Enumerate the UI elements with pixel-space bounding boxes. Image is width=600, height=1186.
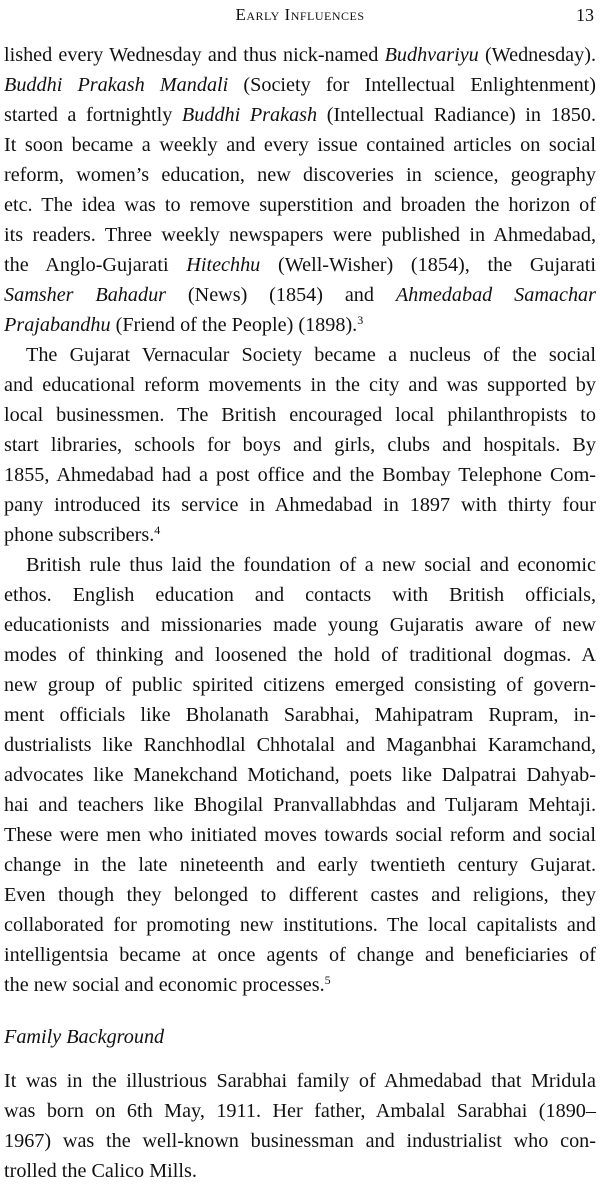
text-span: ethos. English education and contacts with British officials, xyxy=(4,584,596,606)
text-span: intelligentsia became at once agents of change and beneficiaries of xyxy=(4,944,596,966)
text-span: It soon became a weekly and every issue contained articles on social xyxy=(4,134,596,156)
italic-title: Budhvariyu xyxy=(384,44,479,66)
italic-title: Buddhi Prakash xyxy=(181,104,318,126)
text-span: (Intellectual Radiance) in 1850. xyxy=(317,104,596,126)
text-span: 1855, Ahmedabad had a post office and the Bombay Telephone Com- xyxy=(4,464,596,486)
italic-title: Ahmedabad Samachar xyxy=(395,284,596,306)
text-line xyxy=(4,640,596,670)
text-span: pany introduced its service in Ahmedabad in 1897 with thirty four xyxy=(4,494,596,516)
italic-title: Prajabandhu xyxy=(4,314,111,336)
text-span: the Anglo-Gujarati xyxy=(4,254,187,276)
text-span: the new social and economic processes. xyxy=(4,974,325,996)
text-span: lished every Wednesday and thus nick-named xyxy=(4,44,385,66)
paragraph-family-background xyxy=(4,1066,596,1186)
paragraph-british-rule xyxy=(4,550,596,1000)
text-line xyxy=(4,550,596,580)
text-line xyxy=(4,490,596,520)
text-line xyxy=(4,130,596,160)
text-line xyxy=(4,310,596,340)
italic-title: Buddhi Prakash Mandali xyxy=(4,74,229,96)
paragraph-vernacular-society xyxy=(4,340,596,550)
text-span: British rule thus laid the foundation of a new social and economic xyxy=(26,554,596,576)
text-span: (News) (1854) and xyxy=(166,284,396,306)
text-span: collaborated for promoting new institutions. The local capitalists and xyxy=(4,914,596,936)
text-line xyxy=(4,370,596,400)
text-span: etc. The idea was to remove superstition and broaden the horizon of xyxy=(4,194,596,216)
text-line xyxy=(4,220,596,250)
text-line xyxy=(4,1126,596,1156)
text-line xyxy=(4,850,596,880)
text-line xyxy=(4,160,596,190)
text-span: ment officials like Bholanath Sarabhai, Mahipatram Rupram, in- xyxy=(4,704,596,726)
text-line xyxy=(4,1096,596,1126)
body-text xyxy=(4,40,596,1186)
text-line xyxy=(4,580,596,610)
italic-title: Hitechhu xyxy=(186,254,261,276)
page-header xyxy=(0,2,600,28)
footnote-marker: 5 xyxy=(324,973,331,987)
text-span: The Gujarat Vernacular Society became a nucleus of the social xyxy=(26,344,596,366)
text-line xyxy=(4,400,596,430)
text-span: phone subscribers. xyxy=(4,524,155,546)
page-number: 13 xyxy=(576,5,594,25)
text-line xyxy=(4,730,596,760)
text-span: new group of public spirited citizens emerged consisting of govern- xyxy=(4,674,596,696)
section-gap xyxy=(4,1000,596,1022)
text-line xyxy=(4,190,596,220)
section-heading: Family Background xyxy=(4,1026,165,1048)
text-line xyxy=(4,280,596,310)
text-line xyxy=(4,340,596,370)
text-span: (Wednesday). xyxy=(478,44,596,66)
text-span: (Well-Wisher) (1854), the Gujarati xyxy=(260,254,596,276)
text-span: Even though they belonged to different castes and religions, they xyxy=(4,884,596,906)
text-span: local businessmen. The British encouraged local philanthropists to xyxy=(4,404,596,426)
text-line xyxy=(4,1156,596,1186)
text-line xyxy=(4,760,596,790)
italic-title: Samsher Bahadur xyxy=(4,284,167,306)
text-line xyxy=(4,40,596,70)
text-line xyxy=(4,1066,596,1096)
section-gap-small xyxy=(4,1052,596,1066)
text-line xyxy=(4,430,596,460)
text-line xyxy=(4,100,596,130)
footnote-marker: 3 xyxy=(357,313,364,327)
text-span: its readers. Three weekly newspapers were published in Ahmedabad, xyxy=(4,224,596,246)
text-line xyxy=(4,940,596,970)
text-line xyxy=(4,970,596,1000)
text-line xyxy=(4,700,596,730)
text-span: start libraries, schools for boys and girls, clubs and hospitals. By xyxy=(4,434,596,456)
text-span: advocates like Manekchand Motichand, poets like Dalpatrai Dahyab- xyxy=(4,764,596,786)
text-span: hai and teachers like Bhogilal Pranvallabhdas and Tuljaram Mehtaji. xyxy=(4,794,596,816)
text-line xyxy=(4,910,596,940)
text-line xyxy=(4,70,596,100)
footnote-marker: 4 xyxy=(154,523,161,537)
text-span: It was in the illustrious Sarabhai family of Ahmedabad that Mridula xyxy=(4,1070,596,1092)
text-line xyxy=(4,460,596,490)
paragraph-continuation xyxy=(4,40,596,340)
text-span: (Friend of the People) (1898). xyxy=(110,314,358,336)
text-line xyxy=(4,820,596,850)
text-span: 1967) was the well-known businessman and industrialist who con- xyxy=(4,1130,596,1152)
text-span: (Society for Intellectual Enlightenment) xyxy=(228,74,596,96)
text-span: reform, women’s education, new discoveries in science, geography xyxy=(4,164,596,186)
text-line xyxy=(4,790,596,820)
text-span: trolled the Calico Mills. xyxy=(4,1160,197,1182)
text-line xyxy=(4,880,596,910)
text-span: started a fortnightly xyxy=(4,104,182,126)
text-line xyxy=(4,250,596,280)
running-head: Early Influences xyxy=(235,5,365,24)
text-span: dustrialists like Ranchhodlal Chhotalal and Maganbhai Karamchand, xyxy=(4,734,596,756)
text-span: and educational reform movements in the city and was supported by xyxy=(4,374,596,396)
text-line xyxy=(4,610,596,640)
text-span: modes of thinking and loosened the hold of traditional dogmas. A xyxy=(4,644,596,666)
text-span: educationists and missionaries made young Gujaratis aware of new xyxy=(4,614,596,636)
text-span: change in the late nineteenth and early twentieth century Gujarat. xyxy=(4,854,596,876)
text-line xyxy=(4,670,596,700)
text-span: These were men who initiated moves towards social reform and social xyxy=(4,824,596,846)
text-span: was born on 6th May, 1911. Her father, Ambalal Sarabhai (1890– xyxy=(4,1100,596,1122)
text-line xyxy=(4,520,596,550)
